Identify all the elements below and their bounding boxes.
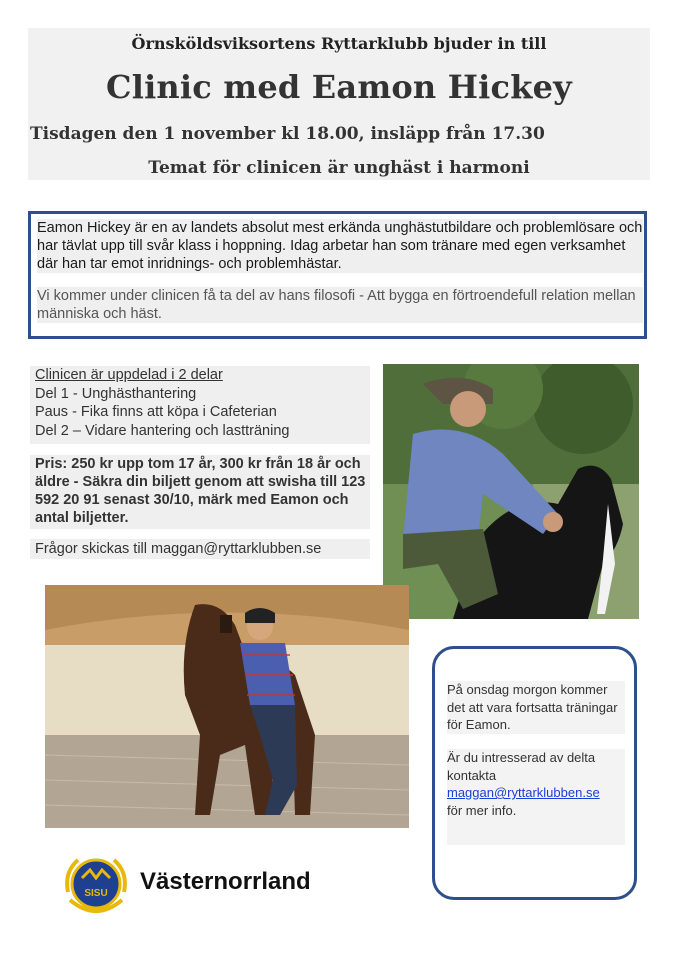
price-text: Pris: 250 kr upp tom 17 år, 300 kr från 18 år och äldre - Säkra din biljett genom att swisha till 123 592 20 91 senast 30/10, märk med Eamon och antal biljetter. [30, 455, 370, 529]
info-paragraph-2 [447, 749, 625, 845]
info-more-text: för mer info. [447, 802, 517, 818]
schedule-heading: Clinicen är uppdelad i 2 delar [35, 367, 223, 383]
info-contact-text: Är du intresserad av delta kontakta [447, 750, 596, 783]
photo-rider-black-horse [383, 364, 639, 619]
theme-line: Temat för clinicen är unghäst i harmoni [148, 158, 530, 178]
sisu-logo [60, 852, 132, 920]
info-paragraph-1: På onsdag morgon kommer det att vara fortsatta träningar för Eamon. [447, 681, 625, 734]
host-line: Örnsköldsviksortens Ryttarklubb bjuder in till [131, 34, 547, 53]
schedule-item: Paus - Fika finns att köpa i Cafeterian [35, 404, 277, 420]
schedule-item: Del 2 – Vidare hantering och lastträning [35, 422, 290, 439]
photo-rider-black-horse-image [383, 364, 639, 619]
intro-box [28, 211, 647, 339]
schedule-item: Del 1 - Unghästhantering [35, 385, 197, 402]
photo-arena-brown-horse [45, 585, 409, 828]
header-band [28, 28, 650, 180]
sisu-emblem-icon [60, 852, 132, 920]
info-box [432, 646, 637, 900]
date-line: Tisdagen den 1 november kl 18.00, insläpp från 17.30 [30, 124, 545, 144]
schedule-block [30, 366, 370, 444]
logo-text: Västernorrland [140, 868, 311, 895]
intro-paragraph-2: Vi kommer under clinicen få ta del av hans filosofi - Att bygga en förtroendefull relation mellan människa och häst. [37, 287, 643, 323]
logo-emblem-text: SISU [84, 888, 108, 899]
intro-paragraph-1: Eamon Hickey är en av landets absolut mest erkända unghästutbildare och problemlösare och har tävlat upp till svår klass i hoppning. Idag arbetar han som tränare med egen verksamhet där han tar emot inridnings- och problemhästar. [37, 220, 643, 272]
photo-arena-brown-horse-image [45, 585, 409, 828]
questions-text: Frågor skickas till maggan@ryttarklubben.se [30, 539, 370, 559]
email-link[interactable]: maggan@ryttarklubben.se [447, 785, 600, 800]
page-title: Clinic med Eamon Hickey [106, 68, 572, 106]
